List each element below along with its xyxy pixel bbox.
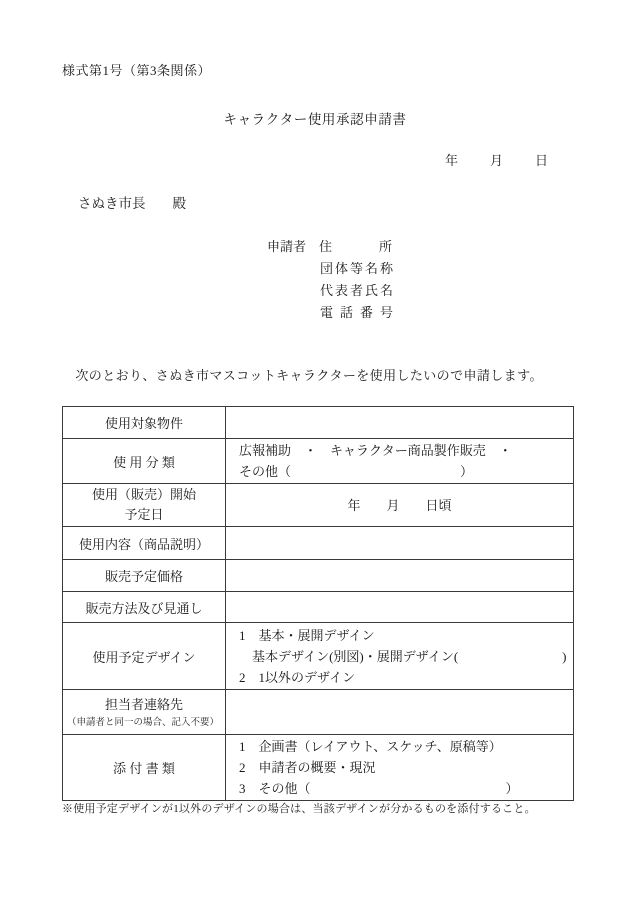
row-label-start-date: 使用（販売）開始 予定日 [63,484,226,527]
table-row [63,407,574,439]
table-row [63,592,574,623]
use-category-option-line: 広報補助 ・ キャラクター商品製作販売 ・ [239,443,512,458]
row-value-planned-design [226,623,574,690]
row-label-attachments: 添 付 書 類 [63,735,226,801]
table-row [63,623,574,690]
applicant-field-org-name: 団体等名称 [320,261,393,276]
applicant-block [267,236,393,324]
form-number: 様式第1号（第3条関係） [62,63,212,78]
row-label-sales-method: 販売方法及び見通し [63,592,226,623]
table-row [63,735,574,801]
row-value-target-item [226,407,574,439]
applicant-prefix: 申請者 [267,239,307,254]
design-option-1-detail: 基本デザイン(別図)・展開デザイン( ) [239,648,567,664]
table-row [63,690,574,735]
date-line: 年 月 日 [445,153,551,168]
use-category-other-line: その他（ ） [239,464,474,479]
design-option-1: 1 基本・展開デザイン [239,627,375,643]
applicant-line-representative [320,280,393,302]
row-label-planned-price: 販売予定価格 [63,560,226,592]
table-row [63,527,574,560]
attachment-item-2: 2 申請者の概要・現況 [239,760,376,775]
applicant-field-address: 住 所 [319,239,393,254]
applicant-field-phone: 電話番号 [320,305,393,320]
footnote: ※使用予定デザインが1以外のデザインの場合は、当該デザインが分かるものを添付すること。 [62,803,536,815]
design-option-2: 2 1以外のデザイン [239,669,356,685]
applicant-line-address [267,236,393,258]
row-label-contact-person: 担当者連絡先 （申請者と同一の場合、記入不要） [63,690,226,735]
row-value-planned-price [226,560,574,592]
row-label-target-item: 使用対象物件 [63,407,226,439]
addressee-line: さぬき市長 殿 [78,196,186,211]
row-label-use-description: 使用内容（商品説明） [63,527,226,560]
row-label-use-category: 使 用 分 類 [63,439,226,484]
row-value-sales-method [226,592,574,623]
row-value-use-category [226,439,574,484]
table-row [63,439,574,484]
row-value-start-date: 年 月 日頃 [226,484,574,527]
table-row [63,560,574,592]
attachment-item-3: 3 その他（ ） [239,781,519,796]
row-value-use-description [226,527,574,560]
attachment-item-1: 1 企画書（レイアウト、スケッチ、原稿等） [239,739,502,754]
contact-person-note: （申請者と同一の場合、記入不要） [67,718,220,728]
application-table [62,406,574,801]
applicant-line-phone [320,302,393,324]
table-row [63,484,574,527]
applicant-line-org-name [320,258,393,280]
page-title: キャラクター使用承認申請書 [223,112,407,127]
row-value-contact-person [226,690,574,735]
applicant-field-representative: 代表者氏名 [320,283,393,298]
row-value-attachments [226,735,574,801]
intro-sentence: 次のとおり、さぬき市マスコットキャラクターを使用したいので申請します。 [62,368,543,383]
row-label-planned-design: 使用予定デザイン [63,623,226,690]
